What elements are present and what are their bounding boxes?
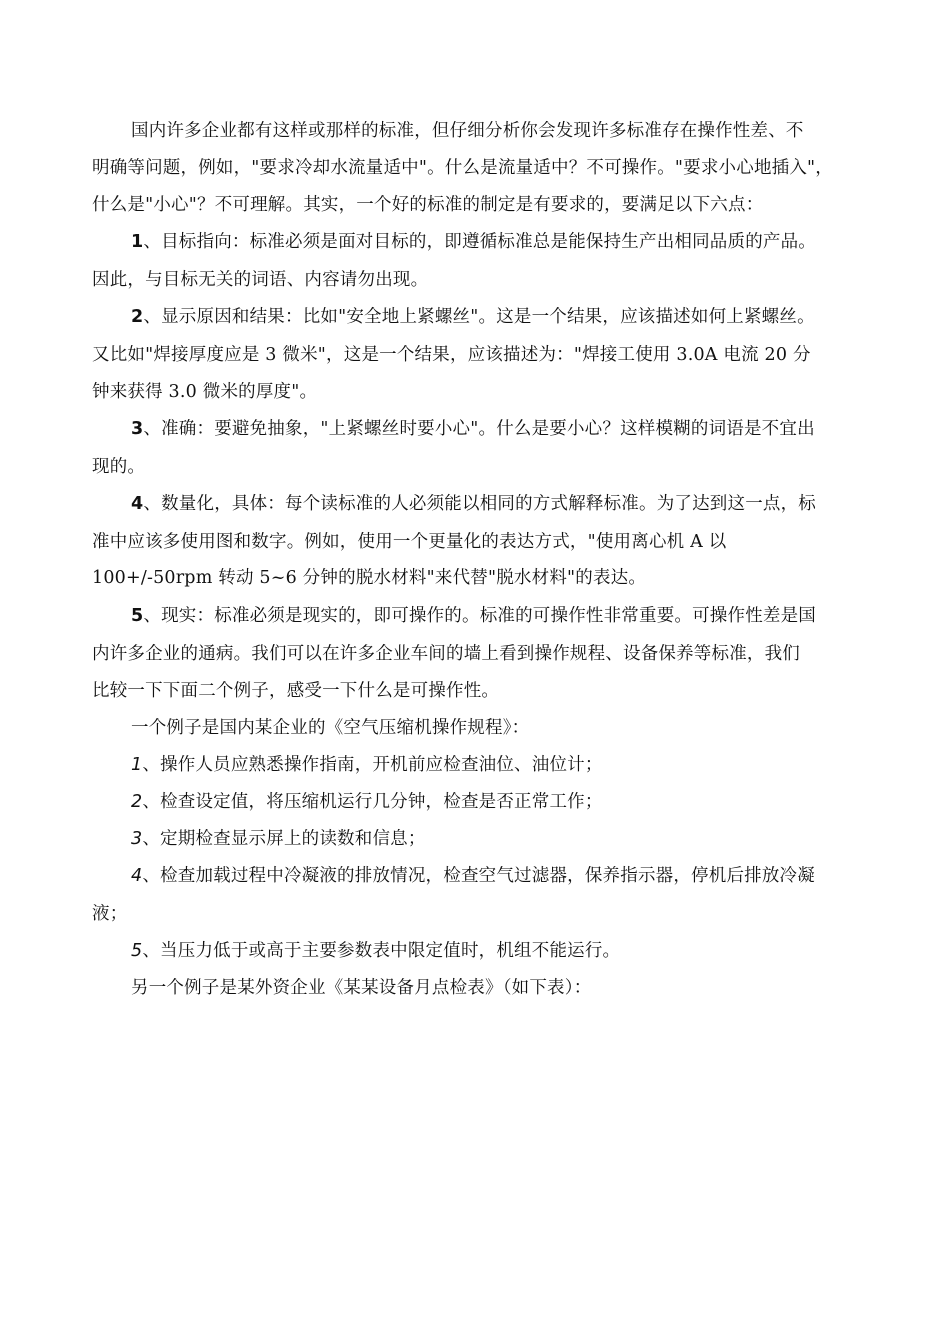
paragraph-line: 国内许多企业都有这样或那样的标准，但仔细分析你会发现许多标准存在操作性差、不	[131, 121, 804, 141]
list-number: 5	[131, 606, 144, 626]
list-text: 、检查设定值，将压缩机运行几分钟，检查是否正常工作；	[142, 792, 603, 812]
list-text: 、定期检查显示屏上的读数和信息；	[142, 829, 426, 849]
list-number: 1	[131, 232, 144, 252]
list-number: 4	[131, 494, 144, 514]
list-item	[131, 492, 816, 516]
paragraph-line: 因此，与目标无关的词语、内容请勿出现。	[92, 270, 429, 290]
list-text: 、检查加载过程中冷凝液的排放情况，检查空气过滤器，保养指示器，停机后排放冷凝	[142, 866, 815, 886]
list-item	[131, 417, 815, 441]
list-text: 、数量化，具体：每个读标准的人必须能以相同的方式解释标准。为了达到这一点，标	[143, 494, 816, 514]
list-item	[131, 230, 816, 254]
list-text: 、目标指向：标准必须是面对目标的，即遵循标准总是能保持生产出相同品质的产品。	[143, 232, 816, 252]
list-item	[131, 864, 815, 888]
list-text: 、显示原因和结果：比如"安全地上紧螺丝"。这是一个结果，应该描述如何上紧螺丝。	[143, 307, 815, 327]
paragraph-line: 又比如"焊接厚度应是 3 微米"，这是一个结果，应该描述为："焊接工使用 3.0A 电流 20 分	[92, 345, 811, 365]
list-number: 3	[131, 829, 143, 849]
list-item	[131, 604, 816, 628]
paragraph-line: 一个例子是国内某企业的《空气压缩机操作规程》：	[131, 718, 530, 738]
list-number: 1	[131, 755, 143, 775]
paragraph-line: 内许多企业的通病。我们可以在许多企业车间的墙上看到操作规程、设备保养等标准，我们	[92, 644, 800, 664]
paragraph-line: 钟来获得 3.0 微米的厚度"。	[92, 382, 318, 402]
list-number: 4	[131, 866, 143, 886]
list-text: 、操作人员应熟悉操作指南，开机前应检查油位、油位计；	[142, 755, 603, 775]
paragraph-line: 明确等问题，例如，"要求冷却水流量适中"。什么是流量适中？不可操作。"要求小心地插入"，	[92, 158, 833, 178]
paragraph-line: 比较一下下面二个例子，感受一下什么是可操作性。	[92, 681, 500, 701]
list-item	[131, 939, 620, 963]
list-text: 、准确：要避免抽象，"上紧螺丝时要小心"。什么是要小心？这样模糊的词语是不宜出	[143, 419, 815, 439]
paragraph-line: 另一个例子是某外资企业《某某设备月点检表》（如下表）：	[131, 978, 592, 998]
list-item	[131, 753, 603, 777]
list-text: 、现实：标准必须是现实的，即可操作的。标准的可操作性非常重要。可操作性差是国	[143, 606, 816, 626]
list-item	[131, 790, 603, 814]
list-number: 2	[131, 307, 144, 327]
paragraph-line: 100+/-50rpm 转动 5~6 分钟的脱水材料"来代替"脱水材料"的表达。	[92, 568, 647, 588]
paragraph-line: 液；	[92, 904, 128, 924]
list-item	[131, 827, 426, 851]
list-number: 2	[131, 792, 143, 812]
paragraph-line: 准中应该多使用图和数字。例如，使用一个更量化的表达方式，"使用离心机 A 以	[92, 532, 727, 552]
paragraph-line: 什么是"小心"？不可理解。其实，一个好的标准的制定是有要求的，要满足以下六点：	[92, 195, 764, 215]
list-item	[131, 305, 815, 329]
list-text: 、当压力低于或高于主要参数表中限定值时，机组不能运行。	[142, 941, 621, 961]
paragraph-line: 现的。	[92, 457, 146, 477]
list-number: 5	[131, 941, 143, 961]
list-number: 3	[131, 419, 144, 439]
